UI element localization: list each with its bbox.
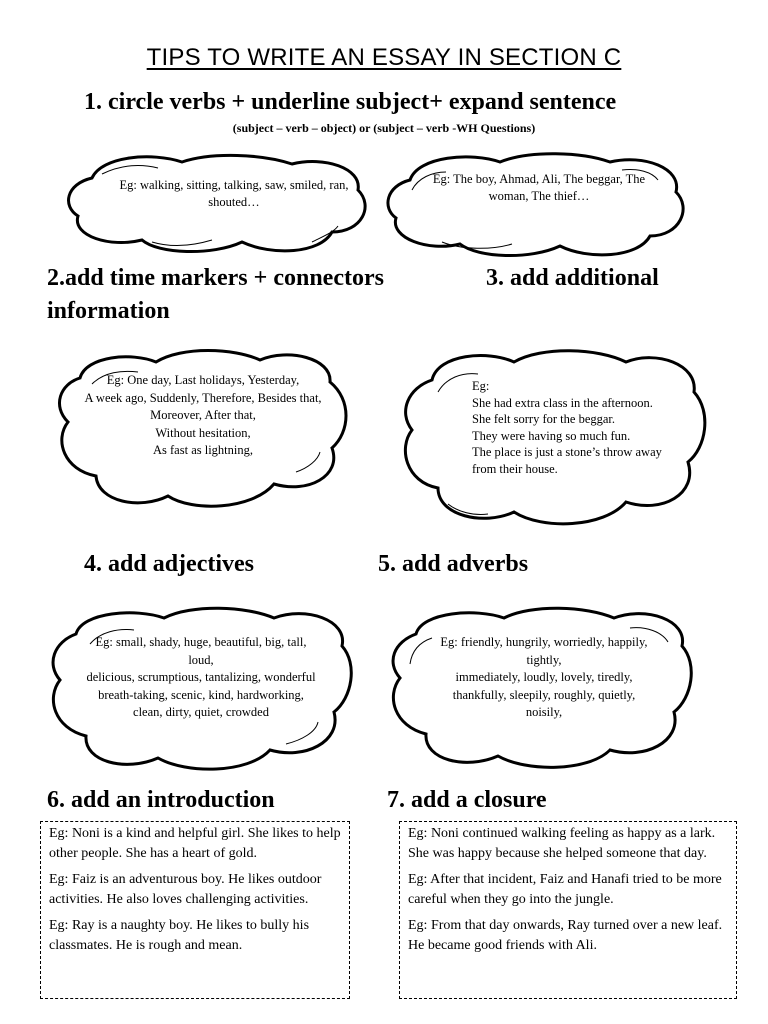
closure-example: Eg: Noni continued walking feeling as happy as a lark. She was happy because she helped someone that day.: [408, 826, 716, 861]
cloud-additional-info-text: [472, 378, 708, 477]
additional-line: They were having so much fun.: [472, 428, 631, 443]
cloud-subjects: [382, 150, 692, 264]
connectors-line: Eg: One day, Last holidays, Yesterday,: [106, 373, 300, 387]
connectors-line: Moreover, After that,: [150, 408, 256, 422]
closure-example: Eg: After that incident, Faiz and Hanafi tried to be more careful when they go into the jungle.: [408, 872, 722, 907]
adjectives-line: breath-taking, scenic, kind, hardworking,: [98, 687, 304, 702]
step1-heading: 1. circle verbs + underline subject+ expand sentence: [84, 89, 617, 115]
step3-heading-line2: information: [47, 298, 170, 324]
connectors-line: Without hesitation,: [155, 425, 251, 440]
introduction-example: Eg: Ray is a naughty boy. He likes to bully his classmates. He is rough and mean.: [49, 918, 310, 953]
adverbs-line: Eg: friendly, hungrily, worriedly, happily,: [440, 635, 648, 649]
additional-line: Eg:: [472, 379, 490, 393]
step3-heading: 3. add additional: [486, 265, 659, 291]
adjectives-line: Eg: small, shady, huge, beautiful, big, tall,: [95, 635, 307, 649]
closure-example: Eg: From that day onwards, Ray turned over a new leaf. He became good friends with Ali.: [408, 918, 723, 953]
adjectives-line: delicious, scrumptious, tantalizing, wonderful: [86, 670, 316, 684]
introduction-examples-box: [40, 821, 350, 999]
page-title: TIPS TO WRITE AN ESSAY IN SECTION C: [146, 44, 622, 71]
adverbs-line: thankfully, sleepily, roughly, quietly,: [452, 687, 636, 702]
cloud-subjects-text: Eg: The boy, Ahmad, Ali, The beggar, The woman, The thief…: [432, 172, 646, 203]
additional-line: from their house.: [472, 461, 558, 476]
step7-heading: 7. add a closure: [387, 787, 547, 813]
step4-heading: 4. add adjectives: [84, 551, 254, 577]
introduction-example: Eg: Noni is a kind and helpful girl. She likes to help other people. She has a heart of gold.: [49, 826, 341, 861]
additional-line: She felt sorry for the beggar.: [472, 412, 616, 426]
adverbs-line: noisily,: [525, 705, 563, 719]
step1-subheading: (subject – verb – object) or (subject – verb -WH Questions): [232, 121, 536, 135]
introduction-example: Eg: Faiz is an adventurous boy. He likes outdoor activities. He also loves challenging activities.: [49, 872, 322, 907]
cloud-connectors-text: [58, 372, 348, 460]
closure-examples-box: [399, 821, 737, 999]
connectors-line: As fast as lightning,: [153, 443, 253, 457]
step2-heading: 2.add time markers + connectors: [47, 265, 384, 291]
adverbs-line: immediately, loudly, lovely, tiredly,: [455, 670, 633, 684]
cloud-adverbs-text: [404, 634, 684, 722]
cloud-adjectives-text: [50, 634, 352, 722]
adjectives-line: clean, dirty, quiet, crowded: [133, 705, 269, 719]
additional-line: The place is just a stone’s throw away: [472, 445, 662, 459]
cloud-verbs-text: Eg: walking, sitting, talking, saw, smiled, ran, shouted…: [119, 178, 349, 209]
adjectives-line: loud,: [188, 652, 214, 667]
connectors-line: A week ago, Suddenly, Therefore, Besides that,: [84, 390, 322, 405]
step6-heading: 6. add an introduction: [47, 787, 275, 813]
adverbs-line: tightly,: [526, 652, 562, 667]
additional-line: She had extra class in the afternoon.: [472, 395, 653, 410]
step5-heading: 5. add adverbs: [378, 551, 529, 577]
